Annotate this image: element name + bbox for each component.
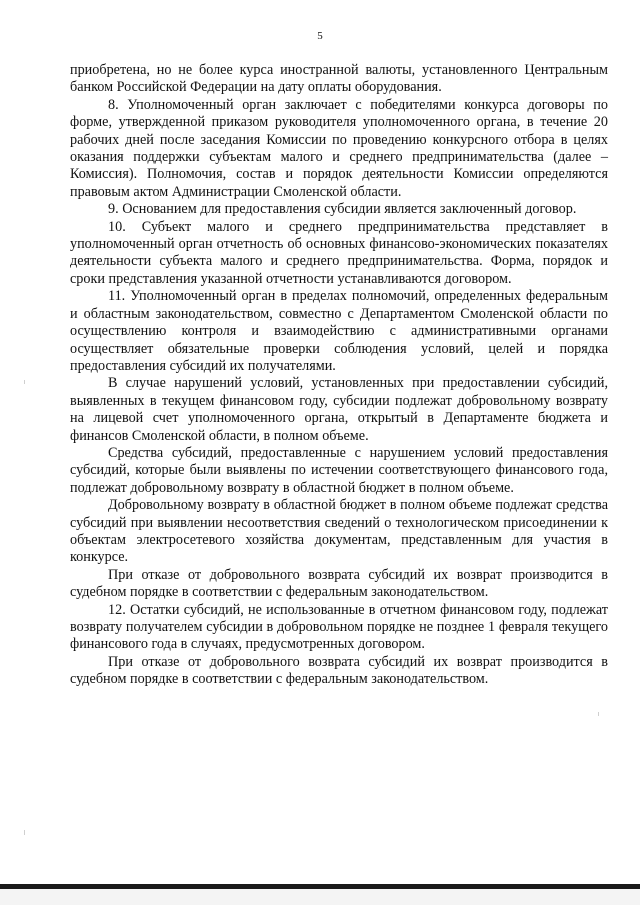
page-number: 5 [317, 30, 323, 42]
paragraph-item-10: 10. Субъект малого и среднего предпринимательства представляет в уполномоченный орган отчетность об основных финансово-экономических показателях деятельности субъекта малого и среднего предпринимательства. Форма, порядок и сроки представления указанной отчетности устанавливаются договором. [70, 218, 608, 287]
paragraph-voluntary-return: Добровольному возврату в областной бюджет в полном объеме подлежат средства субсидий при выявлении несоответствия сведений о технологическом присоединении к объектам электросетевого хозяйства документам, представленным для участия в конкурсе. [70, 497, 608, 566]
paragraph-funds-return: Средства субсидий, предоставленные с нарушением условий предоставления субсидий, которые были выявлены по истечении соответствующего финансового года, подлежат добровольному возврату в областной бюджет в полном объеме. [70, 444, 608, 496]
paragraph-refusal-2: При отказе от добровольного возврата субсидий их возврат производится в судебном порядке в соответствии с федеральным законодательством. [70, 653, 608, 688]
paragraph-continuation: приобретена, но не более курса иностранной валюты, установленного Центральным банком Российской Федерации на дату оплаты оборудования. [70, 62, 608, 96]
document-body [70, 62, 608, 689]
scan-mark-left [24, 380, 25, 384]
paragraph-refusal-1: При отказе от добровольного возврата субсидий их возврат производится в судебном порядке в соответствии с федеральным законодательством. [70, 566, 608, 601]
scan-mark-right [598, 712, 599, 716]
paragraph-item-12: 12. Остатки субсидий, не использованные в отчетном финансовом году, подлежат возврату получателем субсидии в добровольном порядке не позднее 1 февраля текущего финансового года в случаях, предусмотренных договором. [70, 601, 608, 653]
bottom-edge-shadow [0, 889, 640, 905]
paragraph-item-8: 8. Уполномоченный орган заключает с победителями конкурса договоры по форме, утвержденной приказом руководителя уполномоченного органа, в течение 20 рабочих дней после заседания Комиссии по проведению конкурсного отбора в целях оказания поддержки субъектам малого и среднего предпринимательства (далее – Комиссия). Полномочия, состав и порядок деятельности Комиссии определяются правовым актом Администрации Смоленской области. [70, 96, 608, 200]
paragraph-violations: В случае нарушений условий, установленных при предоставлении субсидий, выявленных в текущем финансовом году, субсидии подлежат добровольному возврату на лицевой счет уполномоченного органа, открытый в Департаменте бюджета и финансов Смоленской области, в полном объеме. [70, 375, 608, 444]
scan-mark-left-lower [24, 830, 25, 835]
paragraph-item-9: 9. Основанием для предоставления субсидии является заключенный договор. [108, 201, 577, 218]
paragraph-item-11: 11. Уполномоченный орган в пределах полномочий, определенных федеральным и областным законодательством, совместно с Департаментом Смоленской области по осуществлению контроля и взаимодействию с административными органами осуществляет обязательные проверки соблюдения условий, целей и порядка предоставления субсидий их получателями. [70, 288, 608, 374]
